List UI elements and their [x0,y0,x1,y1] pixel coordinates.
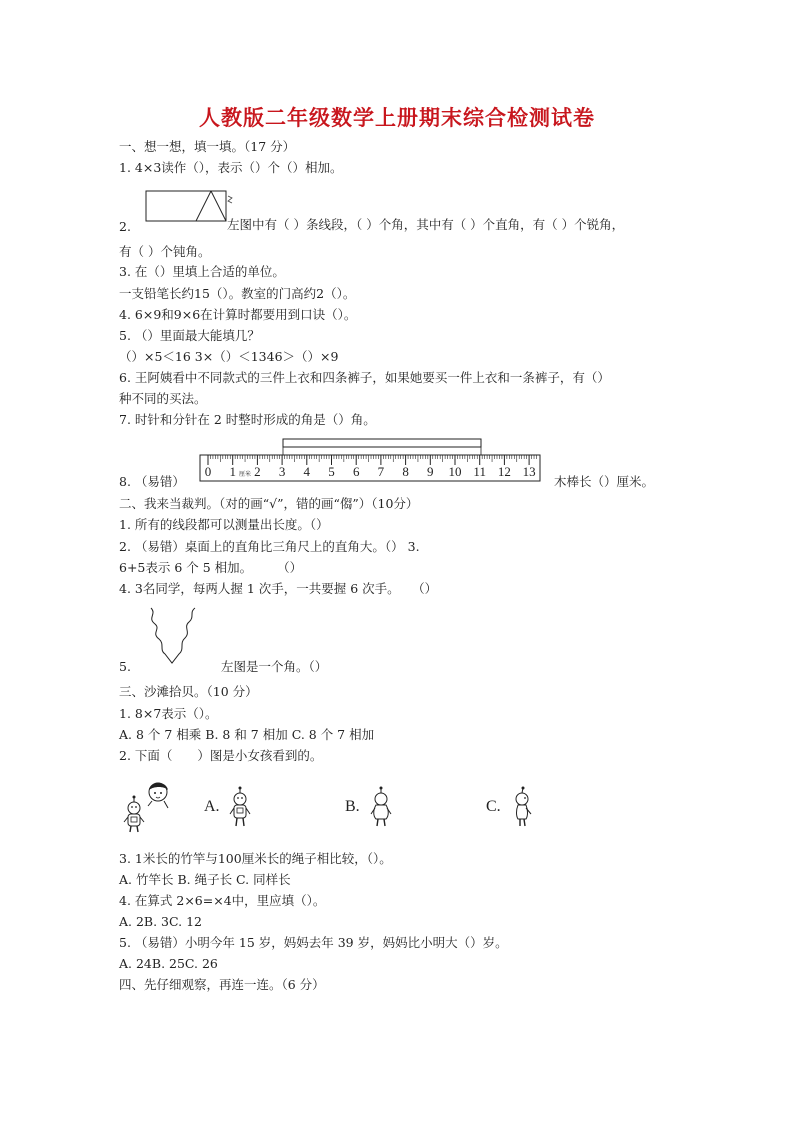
s3-q3-options: A. 竹竿长 B. 绳子长 C. 同样长 [119,872,291,887]
s1-q2-text: 左图中有（ ）条线段，（ ）个角，其中有（ ）个直角，有（ ）个锐角， [227,217,625,232]
s2-q5-number: 5. [119,659,131,674]
s1-q2-continued: 有（ ）个钝角。 [119,244,211,259]
ruler-label: 7 [377,464,385,479]
toy-back-view [369,786,393,828]
s3-q1: 1. 8×7表示（）。 [119,706,218,721]
s1-q7: 7. 时针和分针在 2 时整时形成的角是（）角。 [119,412,376,427]
girl-and-toy-figure [122,778,174,834]
s1-q6-continued: 种不同的买法。 [119,391,207,406]
s2-q5-text: 左图是一个角。（） [221,659,328,674]
s2-q2: 2. （易错）桌面上的直角比三角尺上的直角大。（） 3. [119,539,420,554]
s3-q3: 3. 1米长的竹竿与100厘米长的绳子相比较，（）。 [119,851,392,866]
ruler-label: 8 [402,464,409,479]
s2-q4: 4. 3名同学，每两人握 1 次手，一共要握 6 次手。 （） [119,581,438,596]
ruler-label: 11 [473,464,486,479]
s3-q4-options: A. 2B. 3C. 12 [119,914,202,929]
s1-q1: 1. 4×3读作（），表示（）个（）相加。 [119,160,343,175]
s1-q8-label: 8. （易错） [119,474,185,489]
ruler-label: 0 [204,464,212,479]
s2-q1: 1. 所有的线段都可以测量出长度。（） [119,517,329,532]
parallelogram-figure [144,188,234,224]
ruler-label: 5 [328,464,335,479]
s1-q2-number: 2. [119,219,131,234]
ruler-label: 10 [448,464,462,479]
wooden-stick [283,439,481,447]
s1-q5: 5. （）里面最大能填几？ [119,328,260,343]
s1-q3-sub: 一支铅笔长约15（）。教室的门高约2（）。 [119,286,356,301]
section3-heading: 三、沙滩拾贝。（10 分） [119,684,258,699]
section2-heading: 二、我来当裁判。（对的画“√”，错的画“㑳”）（10分） [119,496,419,511]
ruler-label: 1 [229,464,236,479]
s3-q2: 2. 下面（ ）图是小女孩看到的。 [119,748,323,763]
section1-heading: 一、想一想，填一填。（17 分） [119,139,296,154]
s3-q5-options: A. 24B. 25C. 26 [119,956,218,971]
wavy-angle-figure [145,606,205,668]
toy-side-view [510,786,534,828]
s1-q8-tail: 木棒长（）厘米。 [554,474,655,489]
ruler-label: 6 [352,464,360,479]
section4-heading: 四、先仔细观察，再连一连。（6 分） [119,977,325,992]
ruler-label: 2 [254,464,261,479]
option-a-label: A. [204,798,220,815]
s3-q1-options: A. 8 个 7 相乘 B. 8 和 7 相加 C. 8 个 7 相加 [119,727,375,742]
s2-q3: 6+5表示 6 个 5 相加。 （） [119,560,303,575]
ruler-label: 3 [278,464,286,479]
option-c-label: C. [486,798,501,815]
ruler-figure [198,436,546,484]
ruler-unit-label: 厘米 [239,471,252,478]
page-title: 人教版二年级数学上册期末综合检测试卷 [199,105,595,130]
s1-q6: 6. 王阿姨看中不同款式的三件上衣和四条裤子，如果她要买一件上衣和一条裤子，有（） [119,370,610,385]
ruler-label: 13 [522,464,536,479]
s1-q4: 4. 6×9和9×6在计算时都要用到口诀（）。 [119,307,357,322]
s1-q3: 3. 在（）里填上合适的单位。 [119,264,285,279]
s3-q5: 5. （易错）小明今年 15 岁，妈妈去年 39 岁，妈妈比小明大（）岁。 [119,935,508,950]
option-b-label: B. [345,798,360,815]
ruler-label: 4 [303,464,311,479]
toy-front-view [228,786,252,828]
s3-q4: 4. 在算式 2×6=×4中，里应填（）。 [119,893,326,908]
s1-q5-sub: （）×5＜16 3×（）＜1346＞（）×9 [119,349,339,364]
ruler-label: 12 [497,464,511,479]
ruler-label: 9 [427,464,434,479]
